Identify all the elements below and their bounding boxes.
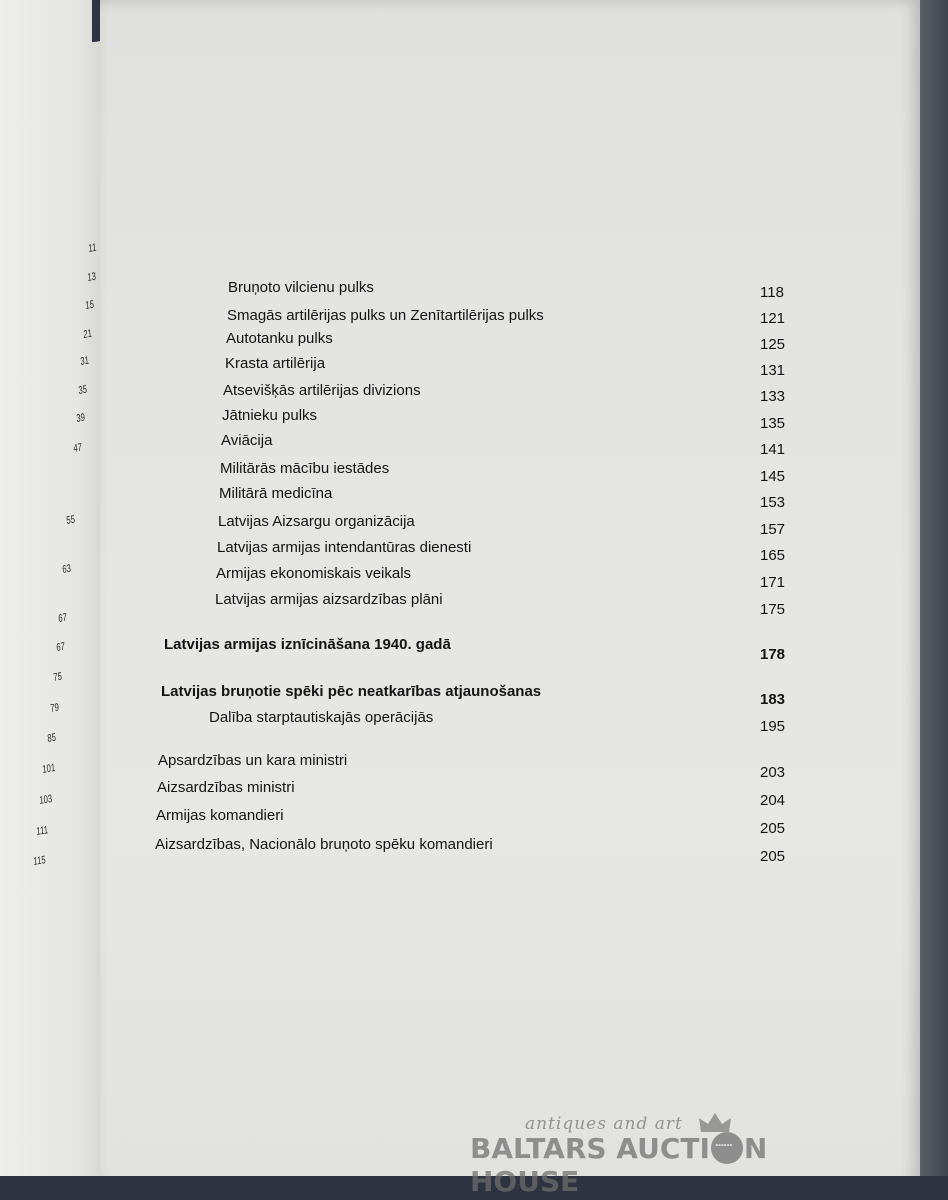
- watermark-o-ring: [711, 1132, 743, 1164]
- toc-entry-page: 171: [760, 574, 786, 591]
- toc-entry-title: Jātnieku pulks: [222, 407, 318, 424]
- crown-icon: [698, 1112, 732, 1134]
- left-page-number: 111: [36, 824, 49, 838]
- left-page: [0, 0, 112, 1185]
- left-page-number: 35: [78, 383, 88, 397]
- toc-entry-title: Smagās artilērijas pulks un Zenītartilērijas pulks: [227, 307, 544, 324]
- toc-entry-title: Armijas komandieri: [156, 807, 284, 824]
- left-page-number: 39: [76, 411, 86, 425]
- watermark-subtitle: antiques and art: [525, 1114, 683, 1134]
- left-page-number: 67: [58, 611, 68, 625]
- toc-entry-page: 153: [760, 494, 786, 511]
- toc-entry-title: Aviācija: [221, 432, 273, 449]
- watermark-brand: [470, 1132, 870, 1198]
- toc-entry-title: Latvijas armijas aizsardzības plāni: [215, 591, 443, 608]
- toc-entry-title: Militārā medicīna: [219, 485, 333, 502]
- left-page-number: 15: [85, 298, 95, 312]
- toc-entry-title: Militārās mācību iestādes: [220, 460, 390, 477]
- toc-entry-title: Latvijas Aizsargu organizācija: [218, 513, 415, 530]
- toc-entry-title: Krasta artilērija: [225, 355, 326, 372]
- left-page-number: 11: [88, 241, 97, 255]
- toc-entry-page: 135: [760, 415, 786, 432]
- toc-entry-page: 205: [760, 820, 786, 837]
- toc-chapter-title: Latvijas armijas iznīcināšana 1940. gadā: [164, 636, 451, 653]
- toc-entry-title: Armijas ekonomiskais veikals: [216, 565, 412, 582]
- left-page-number: 75: [53, 670, 63, 684]
- watermark-o-dots: ......: [714, 1138, 732, 1149]
- left-page-number: 67: [56, 640, 66, 654]
- toc-entry-page: 205: [760, 848, 786, 865]
- left-page-number: 55: [66, 513, 76, 527]
- watermark-brand-tail: N HOUSE: [470, 1132, 768, 1198]
- toc-entry-page: 118: [760, 284, 784, 301]
- left-page-number: 21: [83, 327, 93, 341]
- left-page-number: 79: [50, 701, 60, 715]
- toc-entry-title: Dalība starptautiskajās operācijās: [209, 709, 434, 726]
- toc-entry-title: Aizsardzības ministri: [157, 779, 295, 796]
- toc-entry-page: 121: [760, 310, 786, 327]
- left-page-number: 101: [42, 762, 56, 776]
- toc-entry-page: 125: [760, 336, 786, 353]
- toc-entry-page: 165: [760, 547, 786, 564]
- left-page-number: 103: [39, 793, 53, 807]
- toc-entry-page: 203: [760, 764, 786, 781]
- left-page-number: 85: [47, 731, 57, 745]
- toc-entry-page: 133: [760, 388, 786, 405]
- toc-entry-page: 131: [760, 362, 786, 379]
- left-page-number: 47: [73, 441, 83, 455]
- toc-entry-title: Autotanku pulks: [226, 330, 333, 347]
- toc-entry-title: Latvijas armijas intendantūras dienesti: [217, 539, 472, 556]
- toc-entry-page: 145: [760, 468, 786, 485]
- watermark-brand-text: BALTARS AUCTI: [470, 1132, 710, 1165]
- toc-entry-page: 195: [760, 718, 786, 735]
- toc-chapter-page: 183: [760, 691, 786, 708]
- toc-entry-title: Aizsardzības, Nacionālo bruņoto spēku komandieri: [155, 836, 493, 853]
- toc-chapter-title: Latvijas bruņotie spēki pēc neatkarības atjaunošanas: [161, 683, 542, 700]
- left-page-number: 115: [33, 854, 47, 868]
- auction-house-watermark: [470, 1112, 870, 1198]
- toc-entry-page: 204: [760, 792, 786, 809]
- toc-entry-page: 141: [760, 441, 786, 458]
- left-page-number: 31: [80, 354, 90, 368]
- left-page-number: 63: [62, 562, 72, 576]
- toc-entry-title: Atsevišķās artilērijas divizions: [223, 382, 421, 399]
- toc-entry-page: 175: [760, 601, 786, 618]
- left-page-number: 13: [87, 270, 97, 284]
- toc-entry-title: Bruņoto vilcienu pulks: [228, 279, 374, 296]
- toc-chapter-page: 178: [760, 646, 786, 663]
- toc-entry-page: 157: [760, 521, 786, 538]
- toc-entry-title: Apsardzības un kara ministri: [158, 752, 348, 769]
